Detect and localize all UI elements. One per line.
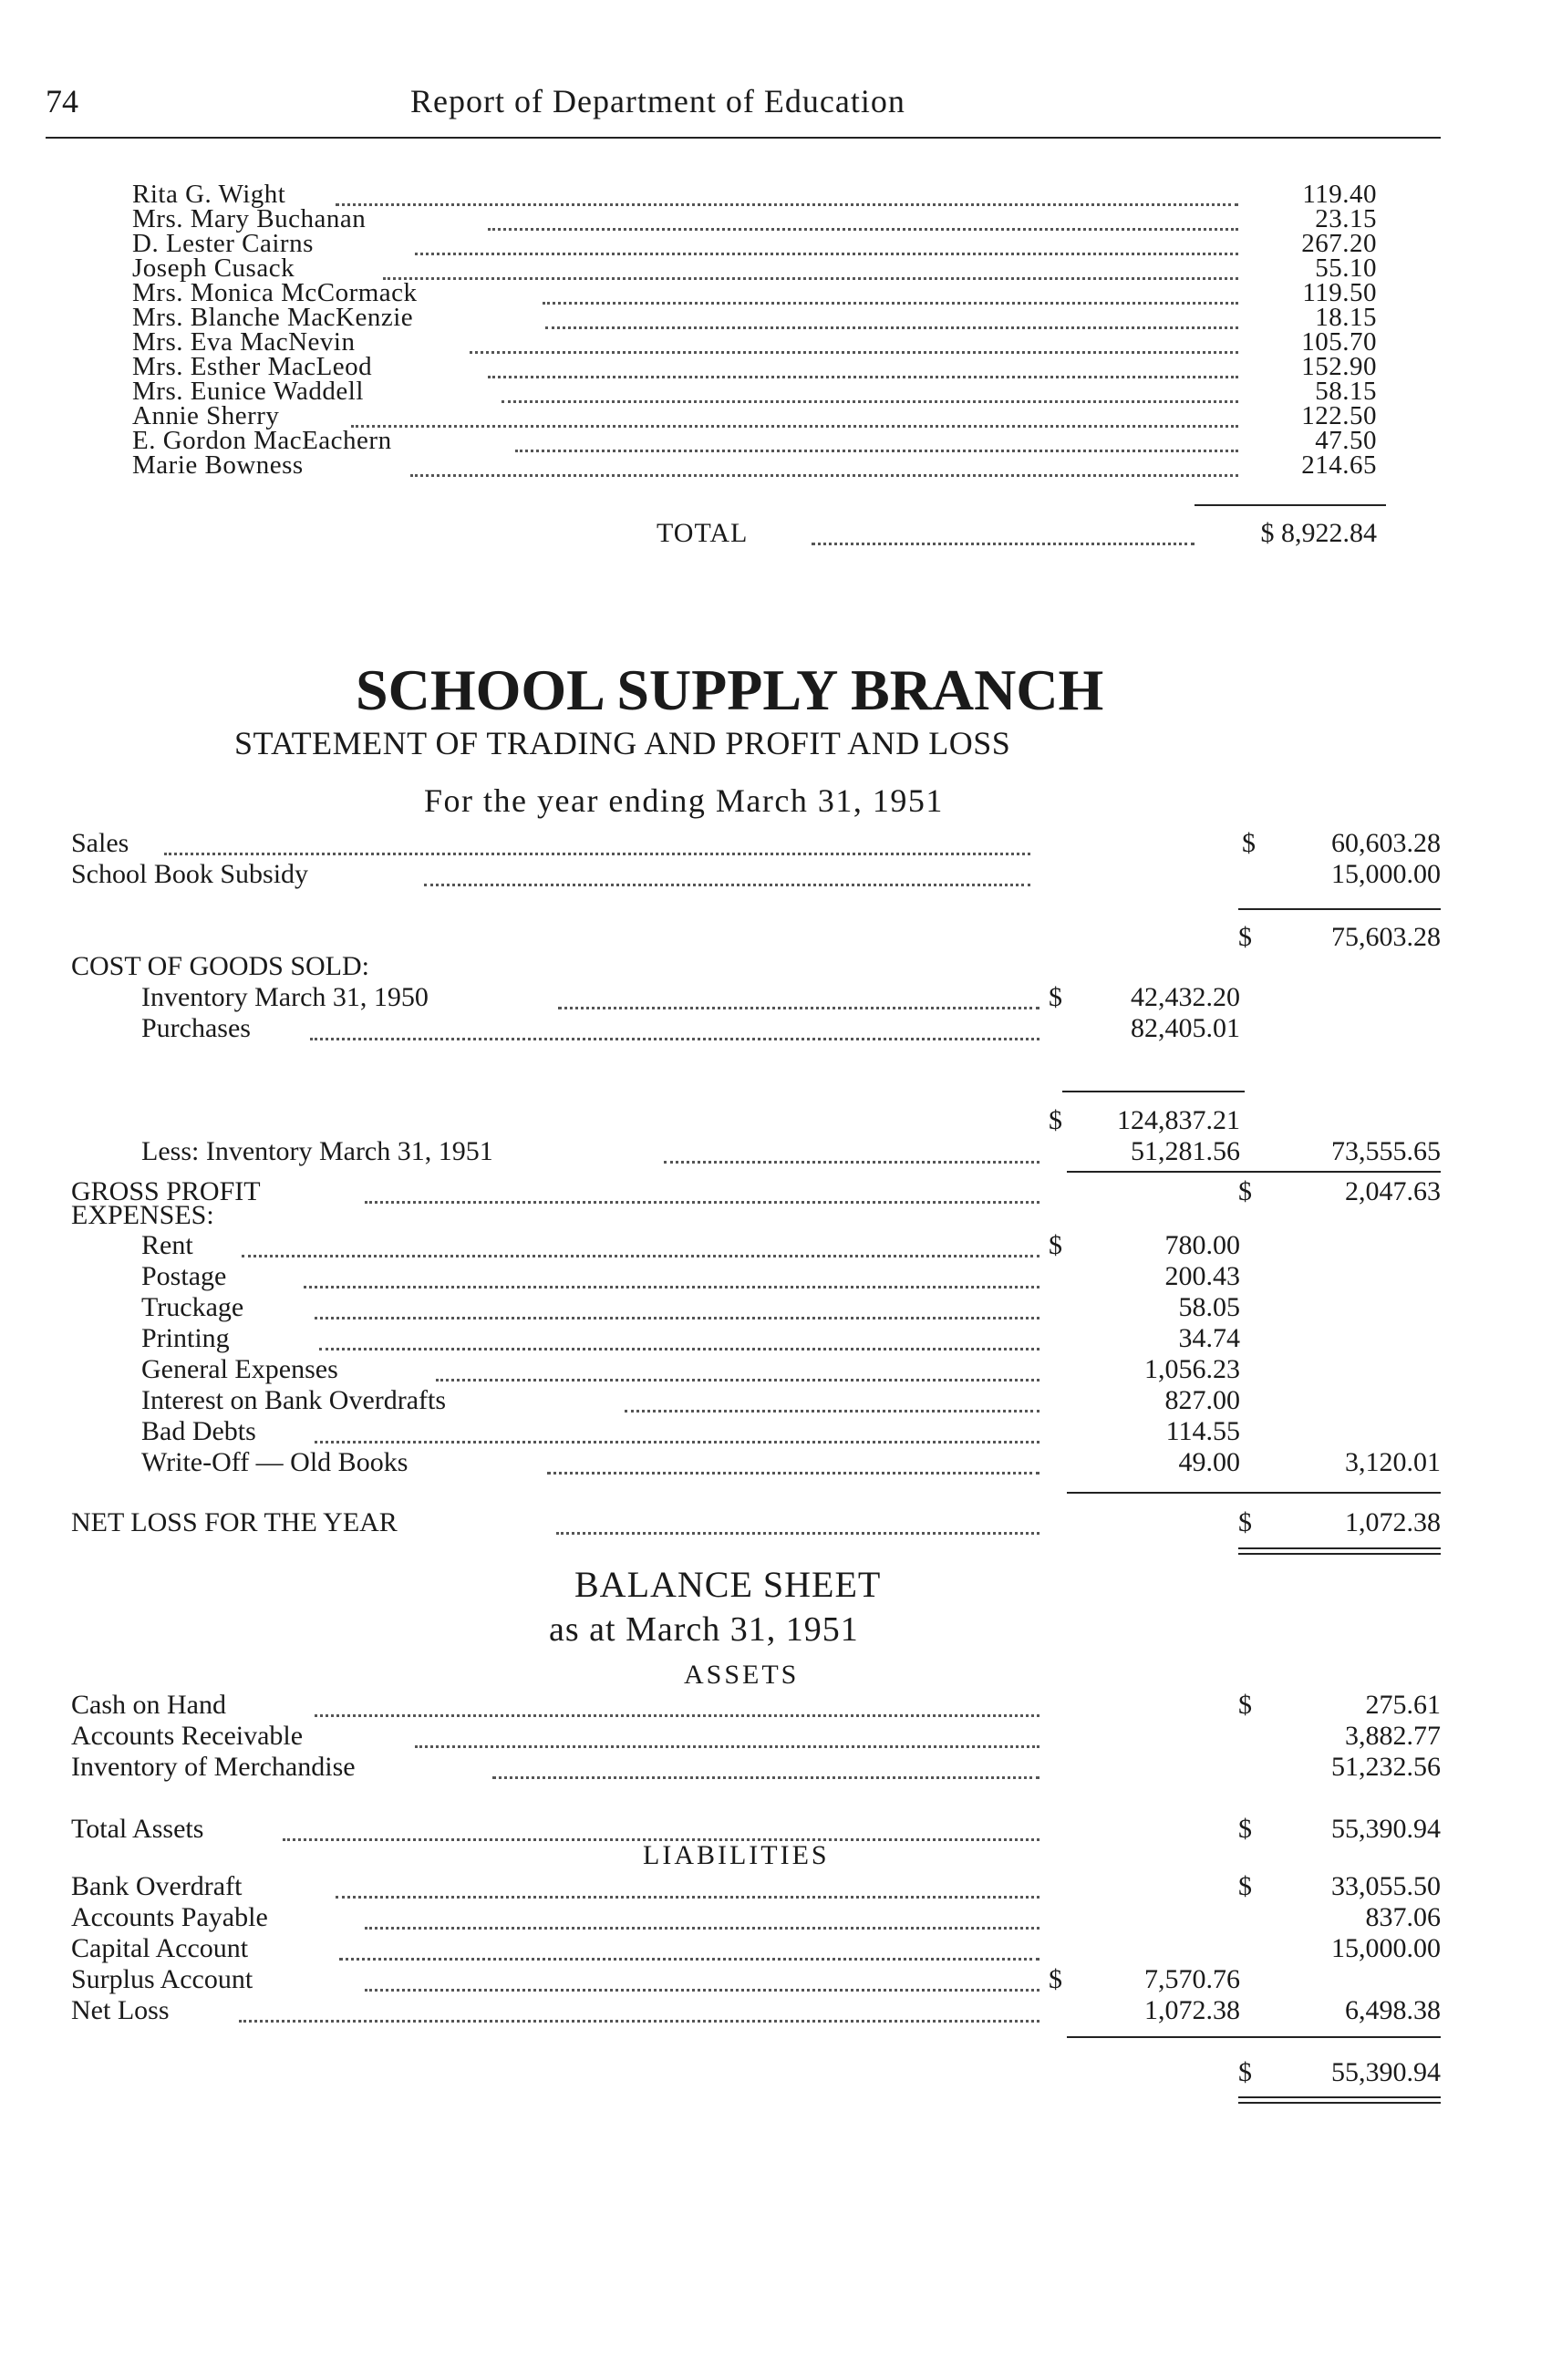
asset-amount: 275.61 bbox=[1365, 1690, 1441, 1720]
liability-label: Bank Overdraft bbox=[71, 1871, 243, 1901]
expenses-heading: EXPENSES: bbox=[71, 1200, 214, 1230]
dot-leader bbox=[664, 1161, 1039, 1164]
balance-sheet-title: BALANCE SHEET bbox=[574, 1564, 882, 1605]
expense-label: Printing bbox=[141, 1323, 230, 1353]
asset-amount: 51,232.56 bbox=[1331, 1752, 1441, 1782]
asset-label: Accounts Receivable bbox=[71, 1721, 304, 1751]
total-assets-label: Total Assets bbox=[71, 1814, 204, 1844]
payee-name: Mrs. Esther MacLeod bbox=[132, 352, 373, 381]
cost-of-goods-net: 73,555.65 bbox=[1331, 1136, 1441, 1166]
net-loss-amount: 1,072.38 bbox=[1345, 1507, 1441, 1537]
dot-leader bbox=[556, 1532, 1039, 1535]
total-assets-amount: 55,390.94 bbox=[1331, 1814, 1441, 1844]
dot-leader bbox=[336, 203, 1238, 206]
dot-leader bbox=[365, 1201, 1039, 1204]
balance-sheet-date: as at March 31, 1951 bbox=[549, 1610, 859, 1649]
asset-label: Cash on Hand bbox=[71, 1690, 226, 1720]
dot-leader bbox=[339, 1958, 1039, 1961]
dot-leader bbox=[304, 1286, 1039, 1288]
payee-name: Mrs. Eunice Waddell bbox=[132, 377, 364, 406]
dot-leader bbox=[470, 351, 1238, 354]
dot-leader bbox=[625, 1410, 1039, 1412]
dot-leader bbox=[351, 425, 1238, 428]
liability-amount: 33,055.50 bbox=[1331, 1871, 1441, 1901]
net-loss-label: NET LOSS FOR THE YEAR bbox=[71, 1507, 398, 1537]
expense-amount: 58.05 bbox=[1178, 1292, 1240, 1322]
gross-profit-label: GROSS PROFIT bbox=[71, 1176, 261, 1206]
dot-leader bbox=[242, 1255, 1039, 1257]
payee-name: Mrs. Eva MacNevin bbox=[132, 327, 356, 357]
cost-heading: COST OF GOODS SOLD: bbox=[71, 951, 370, 981]
liability-label: Surplus Account bbox=[71, 1964, 253, 1994]
dot-leader bbox=[365, 1989, 1039, 1992]
revenue-total: 75,603.28 bbox=[1331, 922, 1441, 952]
dot-leader bbox=[239, 2020, 1039, 2023]
liability-amount: 7,570.76 bbox=[1144, 1964, 1240, 1994]
currency-symbol: $ bbox=[1238, 1690, 1252, 1720]
subtotal-rule bbox=[1062, 1091, 1245, 1092]
payee-name: Mrs. Blanche MacKenzie bbox=[132, 303, 414, 332]
payee-amount: 105.70 bbox=[1301, 327, 1377, 357]
dot-leader bbox=[383, 277, 1238, 280]
statement-title: STATEMENT OF TRADING AND PROFIT AND LOSS bbox=[234, 725, 1011, 761]
total-rule bbox=[1195, 504, 1386, 506]
dot-leader bbox=[315, 1714, 1039, 1717]
asset-label: Inventory of Merchandise bbox=[71, 1752, 356, 1782]
expense-label: Postage bbox=[141, 1261, 227, 1291]
section-title: SCHOOL SUPPLY BRANCH bbox=[356, 657, 1104, 722]
double-rule bbox=[1238, 1553, 1441, 1555]
currency-symbol: $ bbox=[1238, 2057, 1252, 2087]
dot-leader bbox=[310, 1038, 1039, 1040]
dot-leader bbox=[424, 884, 1030, 886]
payee-name: E. Gordon MacEachern bbox=[132, 426, 392, 455]
dot-leader bbox=[547, 1472, 1039, 1475]
dot-leader bbox=[436, 1379, 1039, 1381]
asset-amount: 3,882.77 bbox=[1345, 1721, 1441, 1751]
inventory-1950-amount: 42,432.20 bbox=[1131, 982, 1240, 1012]
statement-period: For the year ending March 31, 1951 bbox=[424, 782, 944, 819]
payee-name: D. Lester Cairns bbox=[132, 229, 314, 258]
dot-leader bbox=[558, 1007, 1039, 1009]
expenses-total: 3,120.01 bbox=[1345, 1447, 1441, 1477]
expense-amount: 200.43 bbox=[1164, 1261, 1240, 1291]
payee-amount: 119.40 bbox=[1302, 180, 1377, 209]
page-number: 74 bbox=[46, 83, 78, 119]
dot-leader bbox=[415, 1745, 1039, 1748]
payee-name: Mrs. Mary Buchanan bbox=[132, 204, 367, 233]
currency-symbol: $ bbox=[1238, 1871, 1252, 1901]
payee-name: Joseph Cusack bbox=[132, 254, 295, 283]
header-rule bbox=[46, 137, 1441, 139]
currency-symbol: $ bbox=[1238, 1507, 1252, 1537]
page-header bbox=[46, 75, 1441, 129]
surplus-net: 6,498.38 bbox=[1345, 1995, 1441, 2025]
liability-label: Capital Account bbox=[71, 1933, 249, 1963]
payee-name: Marie Bowness bbox=[132, 450, 304, 480]
dot-leader bbox=[812, 543, 1195, 545]
subtotal-rule bbox=[1067, 1171, 1441, 1173]
currency-symbol: $ bbox=[1242, 828, 1256, 858]
double-rule bbox=[1238, 1547, 1441, 1549]
less-inventory-amount: 51,281.56 bbox=[1131, 1136, 1240, 1166]
subsidy-amount: 15,000.00 bbox=[1331, 859, 1441, 889]
liability-amount: 15,000.00 bbox=[1331, 1933, 1441, 1963]
payee-amount: 18.15 bbox=[1315, 303, 1377, 332]
expense-label: Truckage bbox=[141, 1292, 244, 1322]
liabilities-total: 55,390.94 bbox=[1331, 2057, 1441, 2087]
payee-amount: 122.50 bbox=[1301, 401, 1377, 430]
running-title: Report of Department of Education bbox=[410, 83, 905, 119]
payee-amount: 58.15 bbox=[1315, 377, 1377, 406]
double-rule bbox=[1238, 2096, 1441, 2098]
payee-amount: 119.50 bbox=[1302, 278, 1377, 307]
liabilities-heading: LIABILITIES bbox=[643, 1840, 830, 1870]
dot-leader bbox=[315, 1441, 1039, 1444]
currency-symbol: $ bbox=[1049, 1105, 1062, 1135]
dot-leader bbox=[336, 1896, 1039, 1899]
dot-leader bbox=[545, 326, 1238, 329]
dot-leader bbox=[410, 474, 1238, 477]
dot-leader bbox=[492, 1776, 1039, 1779]
payee-amount: 47.50 bbox=[1315, 426, 1377, 455]
sales-label: Sales bbox=[71, 828, 129, 858]
assets-heading: ASSETS bbox=[684, 1660, 800, 1690]
payee-name: Rita G. Wight bbox=[132, 180, 286, 209]
liability-label: Net Loss bbox=[71, 1995, 170, 2025]
expense-label: Rent bbox=[141, 1230, 193, 1260]
liability-amount: 1,072.38 bbox=[1144, 1995, 1240, 2025]
subsidy-label: School Book Subsidy bbox=[71, 859, 309, 889]
dot-leader bbox=[415, 253, 1238, 255]
dot-leader bbox=[488, 228, 1238, 231]
payee-amount: 23.15 bbox=[1315, 204, 1377, 233]
subtotal-rule bbox=[1067, 1492, 1441, 1494]
expense-label: General Expenses bbox=[141, 1354, 338, 1384]
currency-symbol: $ bbox=[1049, 1964, 1062, 1994]
expense-amount: 34.74 bbox=[1178, 1323, 1240, 1353]
sales-amount: 60,603.28 bbox=[1331, 828, 1441, 858]
purchases-amount: 82,405.01 bbox=[1131, 1013, 1240, 1043]
inventory-1950-label: Inventory March 31, 1950 bbox=[141, 982, 429, 1012]
expense-amount: 114.55 bbox=[1165, 1416, 1240, 1446]
expense-amount: 780.00 bbox=[1164, 1230, 1240, 1260]
dot-leader bbox=[319, 1348, 1039, 1350]
expense-label: Bad Debts bbox=[141, 1416, 256, 1446]
dot-leader bbox=[515, 450, 1238, 452]
dot-leader bbox=[502, 400, 1238, 403]
expense-label: Write-Off — Old Books bbox=[141, 1447, 409, 1477]
expense-amount: 827.00 bbox=[1164, 1385, 1240, 1415]
goods-total: 124,837.21 bbox=[1117, 1105, 1240, 1135]
currency-symbol: $ bbox=[1238, 922, 1252, 952]
double-rule bbox=[1238, 2102, 1441, 2104]
liability-amount: 837.06 bbox=[1365, 1902, 1441, 1932]
expense-amount: 1,056.23 bbox=[1144, 1354, 1240, 1384]
gross-profit-amount: 2,047.63 bbox=[1345, 1176, 1441, 1206]
dot-leader bbox=[164, 853, 1030, 855]
dot-leader bbox=[315, 1317, 1039, 1319]
currency-symbol: $ bbox=[1049, 1230, 1062, 1260]
liability-label: Accounts Payable bbox=[71, 1902, 268, 1932]
payee-name: Mrs. Monica McCormack bbox=[132, 278, 418, 307]
subtotal-rule bbox=[1067, 2036, 1441, 2038]
expense-amount: 49.00 bbox=[1178, 1447, 1240, 1477]
payee-amount: 267.20 bbox=[1301, 229, 1377, 258]
payee-amount: 55.10 bbox=[1315, 254, 1377, 283]
total-amount: $ 8,922.84 bbox=[1260, 518, 1377, 548]
dot-leader bbox=[543, 302, 1238, 305]
dot-leader bbox=[365, 1927, 1039, 1930]
currency-symbol: $ bbox=[1238, 1814, 1252, 1844]
currency-symbol: $ bbox=[1238, 1176, 1252, 1206]
total-label: TOTAL bbox=[657, 518, 749, 548]
purchases-label: Purchases bbox=[141, 1013, 251, 1043]
payee-amount: 152.90 bbox=[1301, 352, 1377, 381]
dot-leader bbox=[488, 376, 1238, 378]
less-inventory-label: Less: Inventory March 31, 1951 bbox=[141, 1136, 493, 1166]
currency-symbol: $ bbox=[1049, 982, 1062, 1012]
payee-name: Annie Sherry bbox=[132, 401, 280, 430]
subtotal-rule bbox=[1238, 908, 1441, 910]
expense-label: Interest on Bank Overdrafts bbox=[141, 1385, 447, 1415]
payee-amount: 214.65 bbox=[1301, 450, 1377, 480]
